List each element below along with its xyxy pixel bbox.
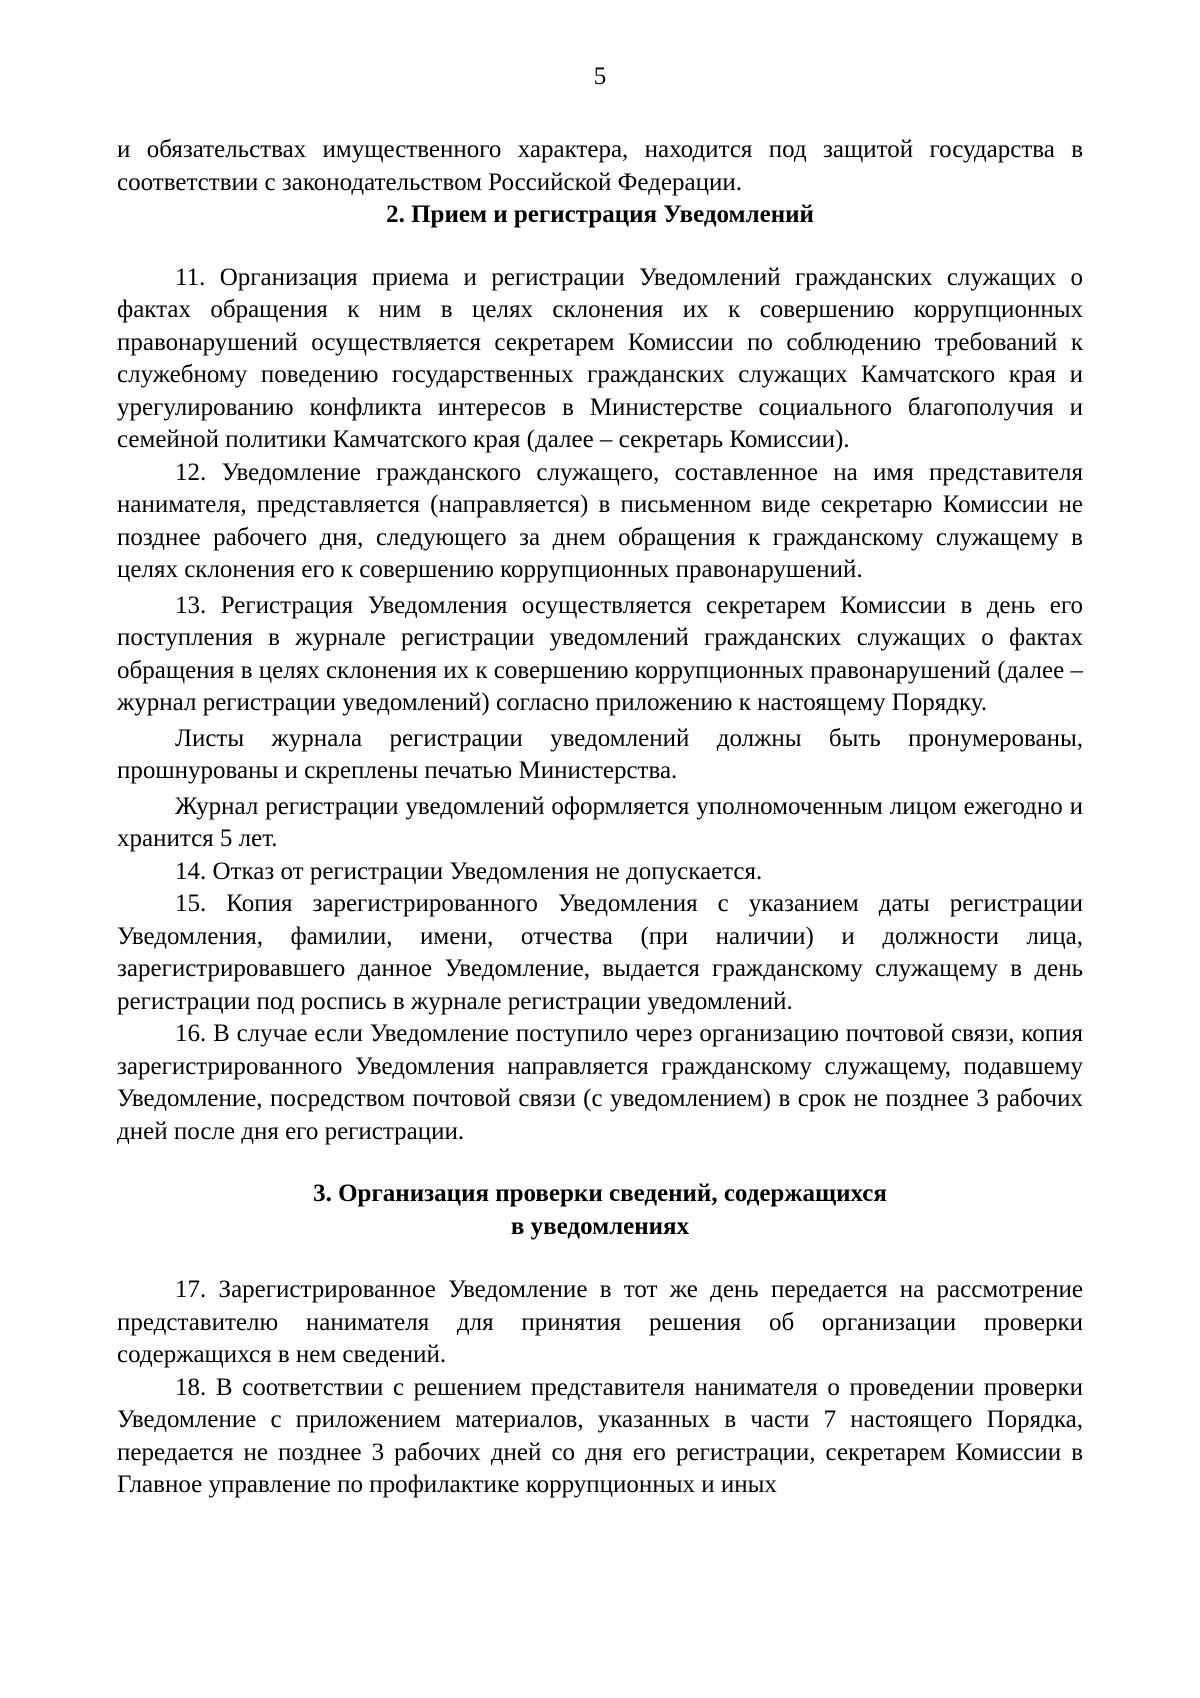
paragraph-journal-storage: Журнал регистрации уведомлений оформляется уполномоченным лицом ежегодно и хранится 5 лет. — [117, 792, 1083, 852]
section-2-heading: 2. Прием и регистрация Уведомлений — [386, 201, 814, 228]
section-3-heading — [117, 1178, 1083, 1243]
paragraph-12: 12. Уведомление гражданского служащего, составленное на имя представителя нанимателя, представляется (направляется) в письменном виде секретарю Комиссии не позднее рабочего дня, следующего за днем обращения к гражданскому служащему в целях склонения его к совершению коррупционных правонарушений. — [117, 458, 1083, 583]
paragraph-11: 11. Организация приема и регистрации Уведомлений гражданских служащих о фактах обращения к ним в целях склонения их к совершению коррупционных правонарушений осуществляется секретарем Комиссии по соблюдению требований к служебному поведению государственных гражданских служащих Камчатского края и урегулированию конфликта интересов в Министерстве социального благополучия и семейной политики Камчатского края (далее – секретарь Комиссии). — [117, 263, 1083, 453]
section-3-heading-line-1: 3. Организация проверки сведений, содержащихся — [313, 1180, 887, 1207]
paragraph-14: 14. Отказ от регистрации Уведомления не допускается. — [175, 857, 763, 885]
paragraph-13: 13. Регистрация Уведомления осуществляется секретарем Комиссии в день его поступления в журнале регистрации уведомлений гражданских служащих о фактах обращения в целях склонения их к совершению коррупционных правонарушений (далее – журнал регистрации уведомлений) согласно приложению к настоящему Порядку. — [117, 591, 1083, 716]
paragraph-16: 16. В случае если Уведомление поступило через организацию почтовой связи, копия зарегистрированного Уведомления направляется гражданскому служащему, подавшему Уведомление, посредством почтовой связи (с уведомлением) в срок не позднее 3 рабочих дней после дня его регистрации. — [117, 1020, 1083, 1145]
page-number: 5 — [593, 63, 607, 90]
paragraph-18: 18. В соответствии с решением представителя нанимателя о проведении проверки Уведомление с приложением материалов, указанных в части 7 настоящего Порядка, передается не позднее 3 рабочих дней со дня его регистрации, секретарем Комиссии в Главное управление по профилактике коррупционных и иных — [117, 1373, 1083, 1498]
continuation-paragraph: и обязательствах имущественного характера, находится под защитой государства в соответствии с законодательством Российской Федерации. — [117, 136, 1083, 196]
document-body — [117, 134, 1083, 1502]
paragraph-journal-sheets: Листы журнала регистрации уведомлений должны быть пронумерованы, прошнурованы и скреплены печатью Министерства. — [117, 724, 1083, 784]
paragraph-17: 17. Зарегистрированное Уведомление в тот же день передается на рассмотрение представителю нанимателя для принятия решения об организации проверки содержащихся в нем сведений. — [117, 1276, 1083, 1368]
paragraph-15: 15. Копия зарегистрированного Уведомления с указанием даты регистрации Уведомления, фамилии, имени, отчества (при наличии) и должности лица, зарегистрировавшего данное Уведомление, выдается гражданскому служащему в день регистрации под роспись в журнале регистрации уведомлений. — [117, 890, 1083, 1015]
section-3-heading-line-2: в уведомлениях — [510, 1212, 690, 1240]
